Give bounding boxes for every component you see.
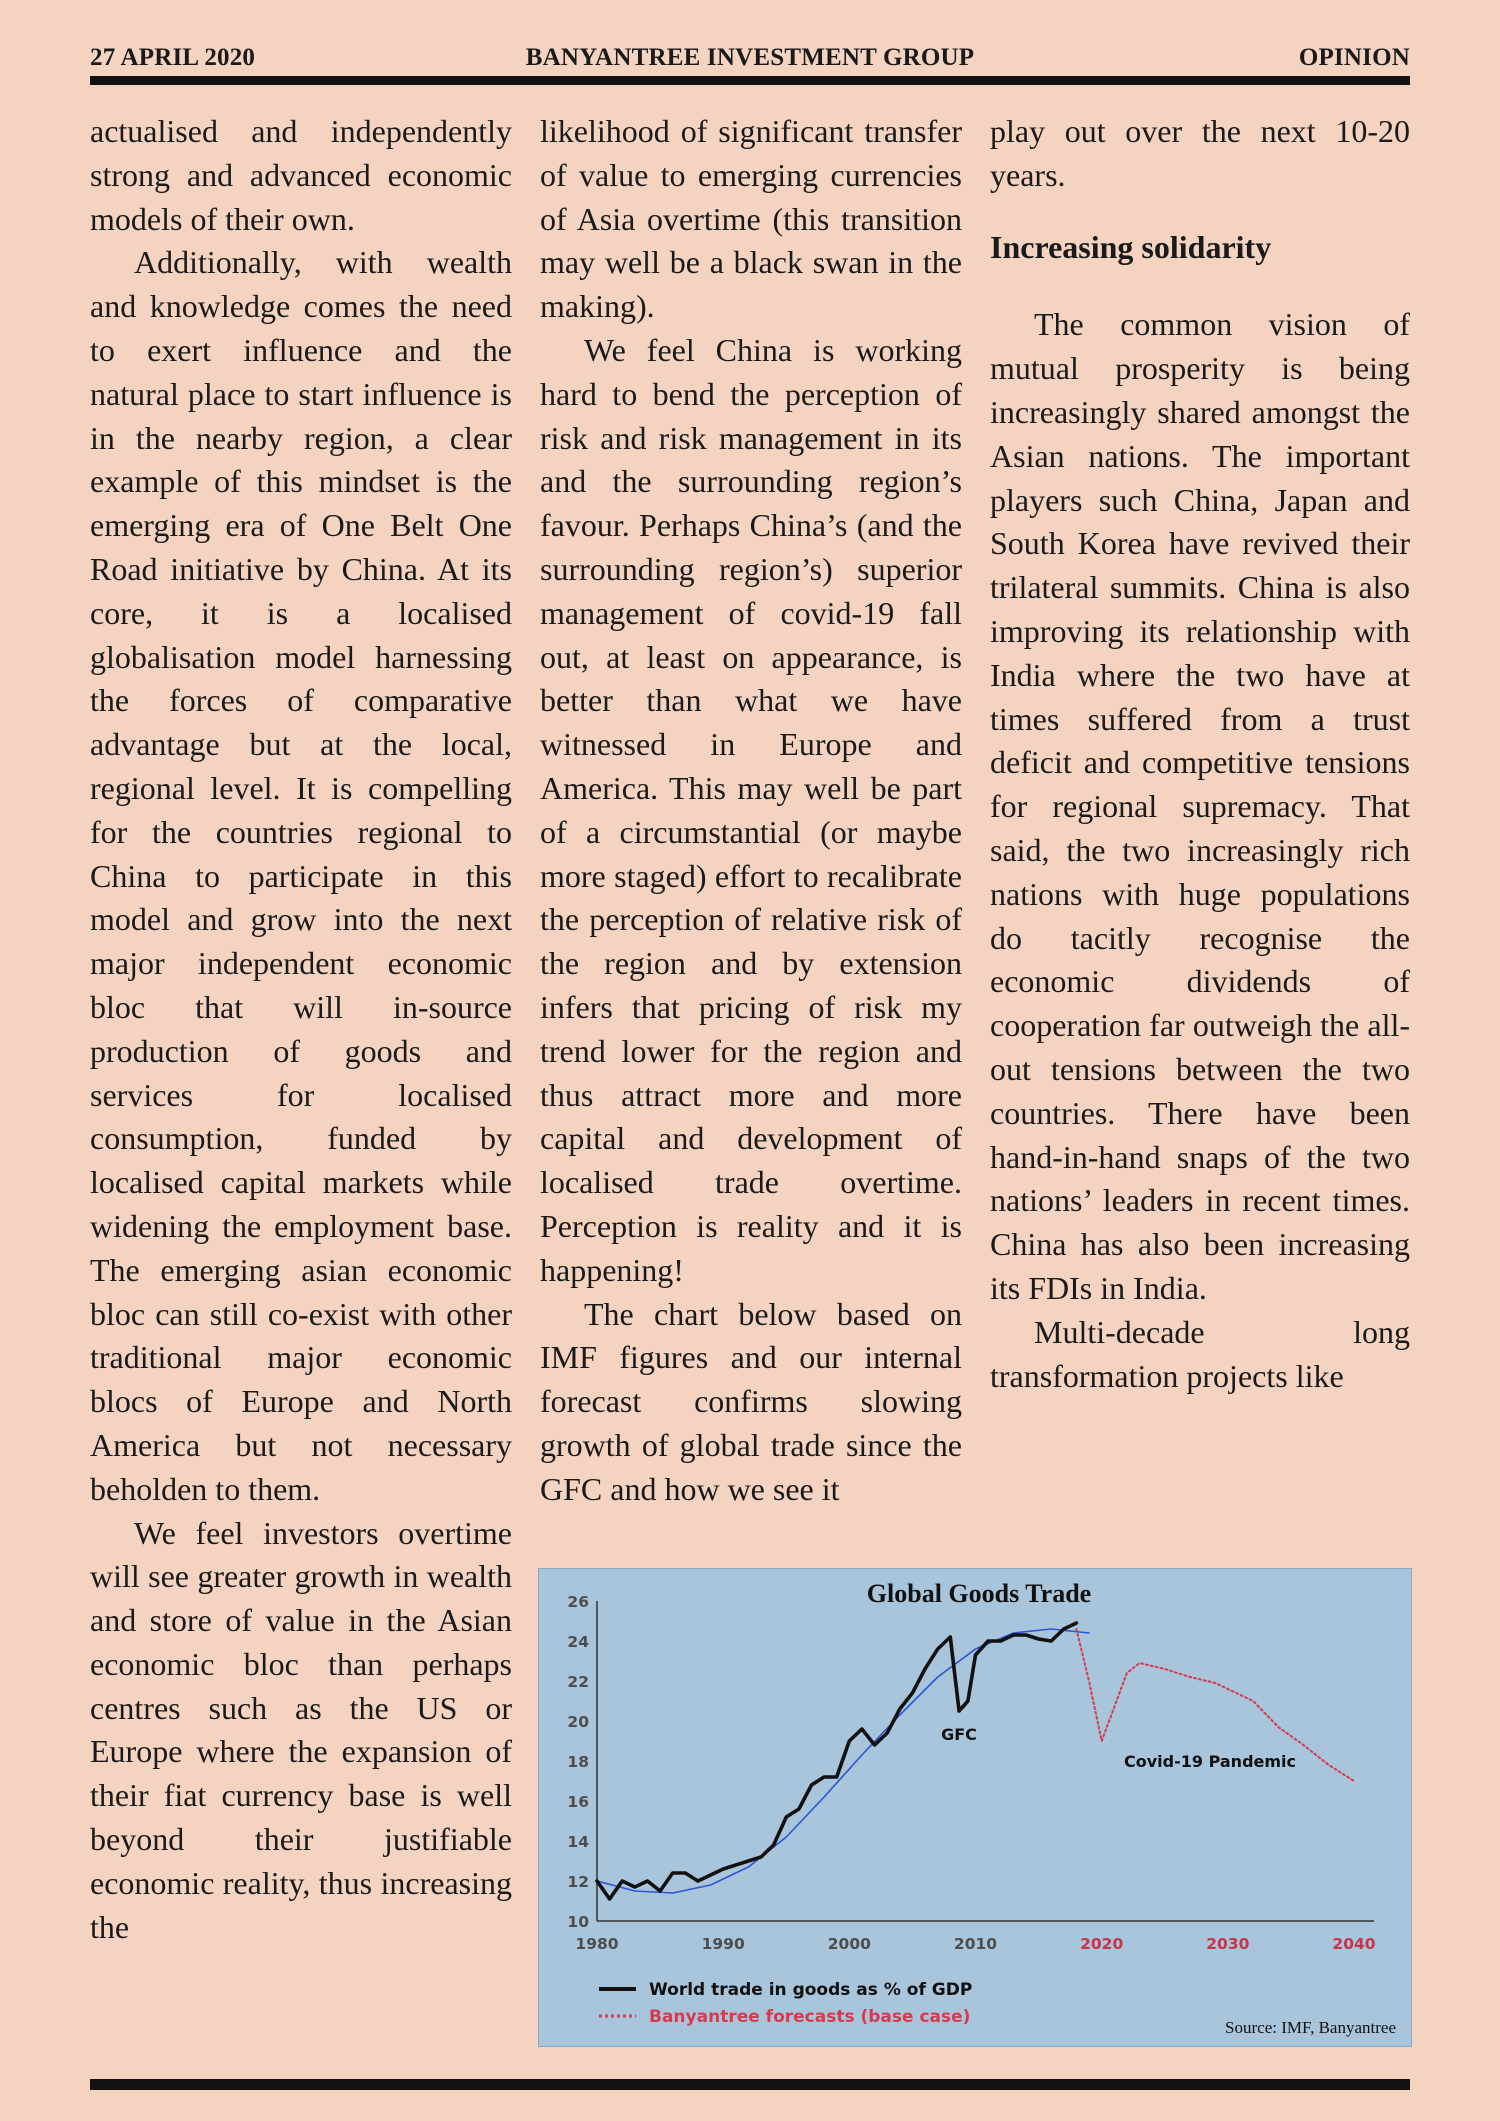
y-tick-label: 26	[567, 1593, 589, 1611]
header-rule	[90, 76, 1410, 85]
page-header	[90, 42, 1410, 78]
x-tick-label: 1990	[701, 1935, 745, 1953]
y-tick-label: 22	[567, 1673, 589, 1691]
paragraph: Multi-decade long transformation projects like	[990, 1313, 1410, 1394]
legend-label-forecast: Banyantree forecasts (base case)	[649, 2007, 971, 2027]
paragraph: actualised and independently strong and advanced economic models of their own.	[90, 113, 512, 237]
y-tick-label: 18	[567, 1753, 589, 1771]
y-tick-labels	[567, 1593, 589, 1931]
publisher-name: BANYANTREE INVESTMENT GROUP	[525, 44, 975, 71]
x-tick-labels	[575, 1935, 1375, 1953]
article-column-3	[990, 110, 1410, 1398]
section-label: OPINION	[1298, 44, 1410, 71]
section-subheading: Increasing solidarity	[990, 228, 1272, 265]
paragraph: We feel investors overtime will see greater growth in wealth and store of value in the Asian economic bloc than perhaps centres such as the US or Europe where the expansion of their fiat currency base is well beyond their justifiable economic reality, thus increasing the	[90, 1514, 512, 1945]
article-column-1	[90, 110, 512, 1949]
chart-source: Source: IMF, Banyantree	[1225, 2018, 1396, 2037]
x-tick-label: 2010	[953, 1935, 998, 1953]
y-tick-label: 20	[567, 1713, 589, 1731]
x-tick-label: 2020	[1080, 1935, 1124, 1953]
paragraph: Additionally, with wealth and knowledge comes the need to exert influence and the natural place to start influence is in the nearby region, a clear example of this mindset is the emerging era of One Belt One Road initiative by China. At its core, it is a localised globalisation model harnessing the forces of comparative advantage but at the local, regional level. It is compelling for the countries regional to China to participate in this model and grow into the next major independent economic bloc that will in-source production of goods and services for localised consumption, funded by localised capital markets while widening the employment base. The emerging asian economic bloc can still co-exist with other traditional major economic blocs of Europe and North America but not necessary beholden to them.	[90, 244, 512, 1507]
footer-rule	[90, 2079, 1410, 2090]
y-tick-label: 12	[567, 1873, 589, 1891]
y-tick-label: 10	[567, 1913, 589, 1931]
x-tick-label: 1980	[575, 1935, 619, 1953]
issue-date: 27 APRIL 2020	[90, 44, 256, 71]
paragraph: likelihood of significant transfer of value to emerging currencies of Asia overtime (this transition may well be a black swan in the making).	[540, 113, 962, 325]
x-tick-label: 2040	[1332, 1935, 1376, 1953]
legend-label-actual: World trade in goods as % of GDP	[649, 1980, 973, 2000]
series-line-world-trade	[597, 1623, 1076, 1899]
gfc-annotation: GFC	[941, 1725, 977, 1744]
article-column-2	[540, 110, 962, 1512]
x-tick-label: 2000	[827, 1935, 871, 1953]
paragraph: We feel China is working hard to bend the perception of risk and risk management in its and the surrounding region’s favour. Perhaps China’s (and the surrounding region’s) superior management of covid-19 fall out, at least on appearance, is better than what we have witnessed in Europe and America. This may well be part of a circumstantial (or maybe more staged) effort to recalibrate the perception of relative risk of the region and by extension infers that pricing of risk my trend lower for the region and thus attract more and more capital and development of localised trade overtime. Perception is reality and it is happening!	[540, 331, 962, 1288]
y-tick-label: 24	[567, 1633, 589, 1651]
paragraph: play out over the next 10-20 years.	[990, 113, 1410, 193]
y-tick-label: 14	[567, 1833, 589, 1851]
covid-annotation: Covid-19 Pandemic	[1124, 1752, 1297, 1771]
global-goods-trade-chart	[538, 1568, 1412, 2047]
x-tick-label: 2030	[1206, 1935, 1250, 1953]
paragraph: The chart below based on IMF figures and our internal forecast confirms slowing growth of global trade since the GFC and how we see it	[540, 1295, 962, 1507]
chart-title: Global Goods Trade	[866, 1579, 1092, 1608]
y-tick-label: 16	[567, 1793, 589, 1811]
paragraph: The common vision of mutual prosperity is being increasingly shared amongst the Asian nations. The important players such China, Japan and South Korea have revived their trilateral summits. China is also improving its relationship with India where the two have at times suffered from a trust deficit and competitive tensions for regional supremacy. That said, the two increasingly rich nations with huge populations do tacitly recognise the economic dividends of cooperation far outweigh the all-out tensions between the two countries. There have been hand-in-hand snaps of the two nations’ leaders in recent times. China has also been increasing its FDIs in India.	[990, 306, 1410, 1306]
chart-canvas	[539, 1569, 1411, 2046]
